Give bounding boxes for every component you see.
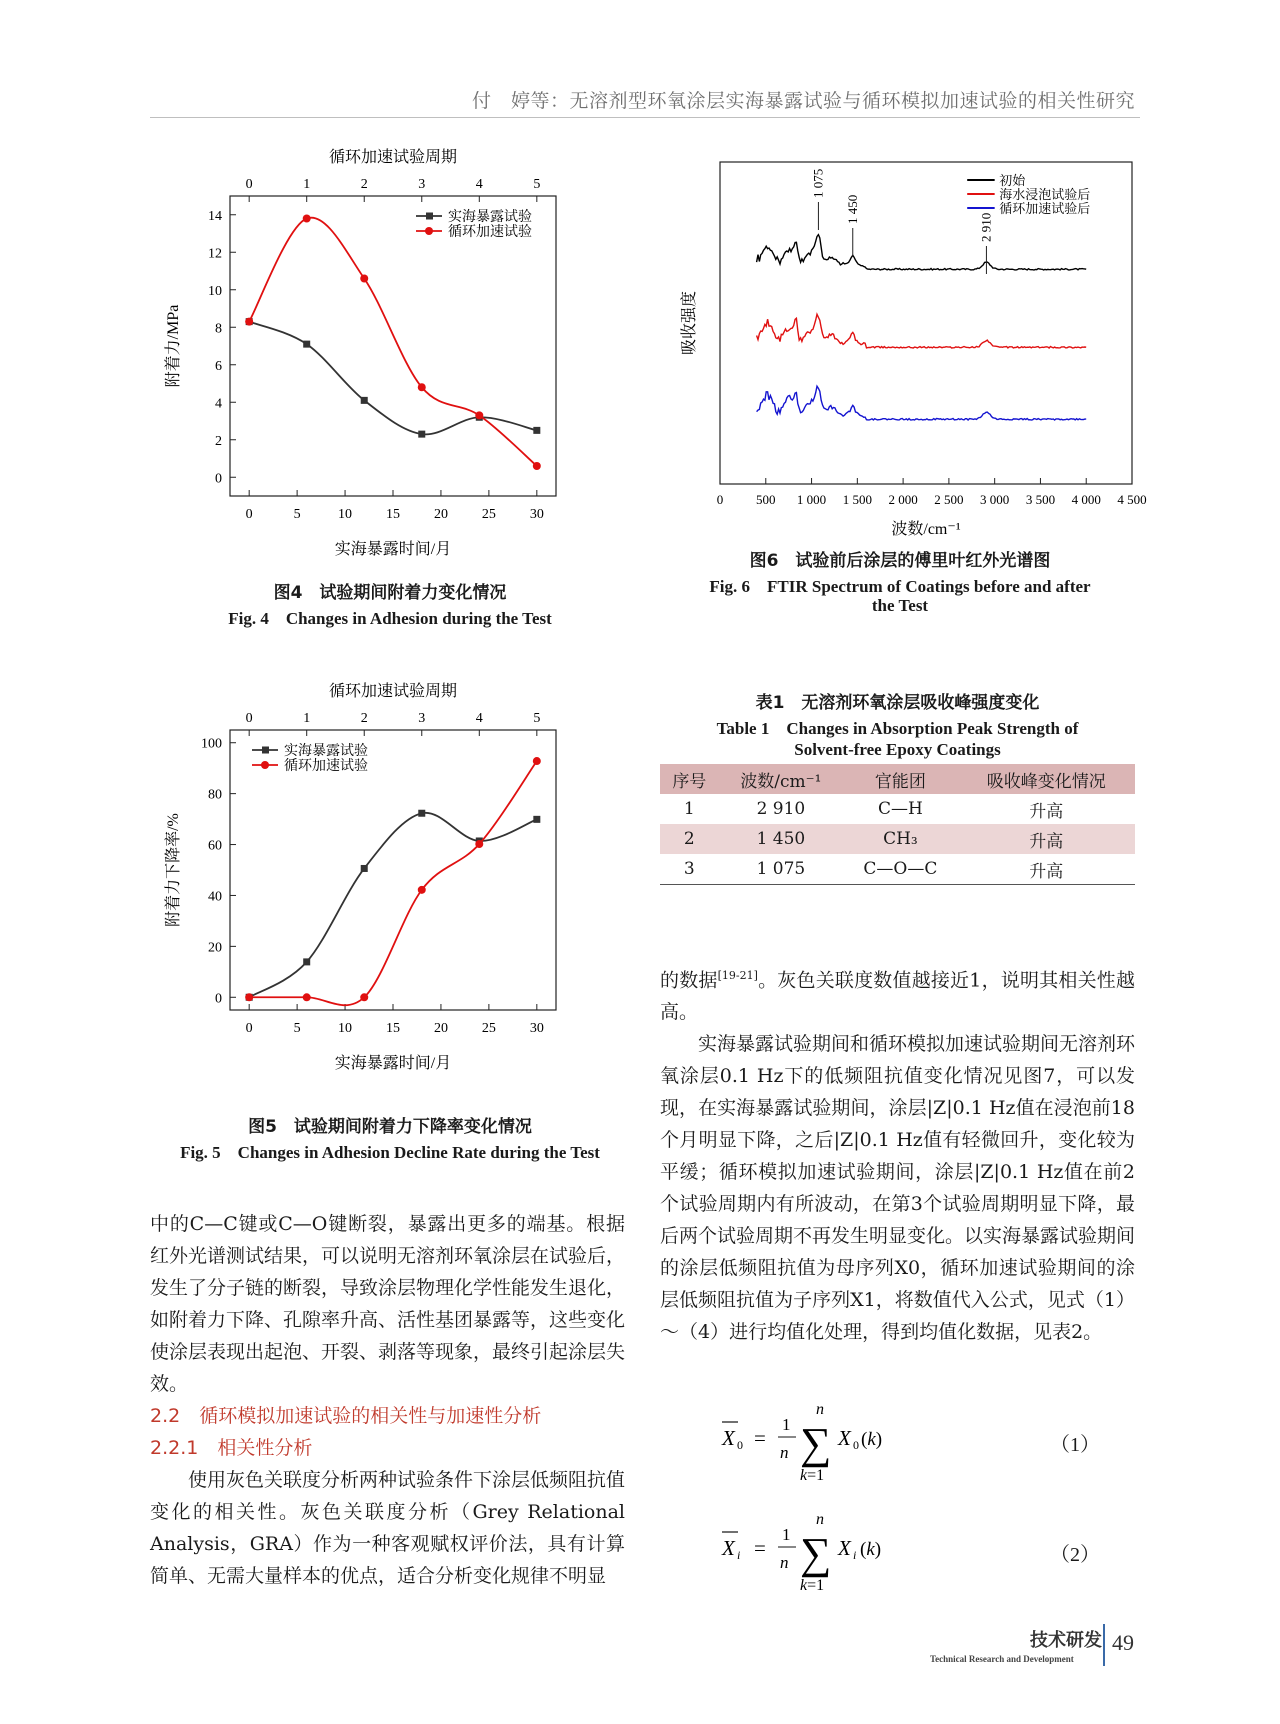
- y-tick-label: 12: [208, 246, 222, 262]
- svg-text:k=1: k=1: [800, 1577, 825, 1594]
- paragraph: 中的C—C键或C—O键断裂，暴露出更多的端基。根据红外光谱测试结果，可以说明无溶剂环氧涂层在试验后，发生了分子链的断裂，导致涂层物理化学性能发生退化，如附着力下降、孔隙率升高、活性基团暴露等，这些变化使涂层表现出起泡、开裂、剥落等现象，最终引起涂层失效。: [150, 1213, 626, 1395]
- peak-label: 1 450: [844, 194, 860, 224]
- fig6-caption-en-2: the Test: [871, 596, 929, 615]
- y-tick-label: 14: [208, 208, 222, 224]
- spectrum-line: [757, 386, 1087, 420]
- x-tick-label: 2 500: [934, 492, 964, 507]
- data-point: [361, 397, 368, 404]
- svg-text:n: n: [816, 1511, 824, 1528]
- x-tick-label: 1 500: [842, 492, 872, 507]
- section-heading-2-2: 2.2 循环模拟加速试验的相关性与加速性分析: [150, 1405, 542, 1427]
- x-tick-label: 15: [386, 507, 400, 522]
- data-point: [245, 318, 253, 326]
- x2-tick-label: 5: [533, 711, 541, 726]
- svg-text:1: 1: [782, 1525, 791, 1544]
- legend-label: 循环加速试验后: [999, 201, 1091, 216]
- svg-text:∑: ∑: [800, 1529, 832, 1578]
- fig4-chart: [150, 148, 630, 588]
- equation-2-number: （2）: [1050, 1544, 1100, 1566]
- data-point: [418, 383, 426, 391]
- x2-tick-label: 5: [533, 177, 541, 192]
- legend-marker: [262, 747, 269, 754]
- spectrum-line: [757, 235, 1087, 270]
- y-tick-label: 4: [215, 396, 222, 412]
- x-tick-label: 25: [481, 507, 496, 522]
- page-number: 49: [1112, 1630, 1134, 1655]
- x2-tick-label: 2: [360, 177, 368, 192]
- x-tick-label: 25: [481, 1021, 496, 1036]
- data-point: [475, 840, 483, 848]
- x-tick-label: 2 000: [888, 492, 918, 507]
- data-point: [533, 757, 541, 765]
- table-cell: 升高: [1029, 801, 1064, 822]
- x-tick-label: 10: [338, 507, 353, 522]
- table-cell: 1: [683, 799, 695, 819]
- spectrum-line: [757, 314, 1087, 348]
- data-point: [418, 810, 425, 817]
- legend-label: 实海暴露试验: [448, 210, 532, 225]
- legend-label: 循环加速试验: [284, 759, 368, 774]
- table1-title-en-2: Solvent-free Epoxy Coatings: [794, 740, 1001, 759]
- data-point: [303, 341, 310, 348]
- y-tick-label: 20: [208, 940, 222, 956]
- data-point: [360, 993, 368, 1001]
- y-tick-label: 80: [208, 787, 222, 803]
- x2-tick-label: 3: [418, 711, 426, 726]
- right-body: [660, 960, 1135, 1348]
- equation-1-number: （1）: [1050, 1434, 1100, 1456]
- x-tick-label: 30: [529, 507, 544, 522]
- data-point: [361, 865, 368, 872]
- table-cell: 升高: [1029, 831, 1064, 852]
- series-line: [249, 813, 537, 997]
- legend-marker: [261, 761, 269, 769]
- x-tick-label: 3 000: [980, 492, 1010, 507]
- y-tick-label: 40: [208, 889, 222, 905]
- y-axis-title: 附着力/MPa: [165, 304, 182, 388]
- fig5-caption-zh: 图5 试验期间附着力下降率变化情况: [248, 1117, 532, 1137]
- series-line: [249, 218, 537, 466]
- legend-marker: [426, 213, 433, 220]
- data-point: [533, 462, 541, 470]
- svg-text:X: X: [722, 1426, 735, 1450]
- x-tick-label: 1 000: [796, 492, 827, 507]
- y-tick-label: 100: [201, 736, 222, 752]
- svg-text:X: X: [722, 1536, 735, 1560]
- y-tick-label: 6: [215, 358, 222, 374]
- x2-tick-label: 4: [475, 177, 483, 192]
- data-point: [418, 886, 426, 894]
- citation-ref: [19-21]: [717, 969, 758, 982]
- x2-tick-label: 0: [245, 711, 253, 726]
- fig4-caption-en: Fig. 4 Changes in Adhesion during the Test: [228, 609, 552, 628]
- header-divider: [150, 117, 1140, 118]
- text-run: 的数据: [660, 969, 718, 992]
- svg-text:∑: ∑: [800, 1419, 832, 1468]
- series-line: [249, 322, 537, 435]
- footer-section-en: Technical Research and Development: [930, 1654, 1074, 1664]
- svg-text:X: X: [838, 1426, 851, 1450]
- data-point: [360, 275, 368, 283]
- paragraph: 使用灰色关联度分析两种试验条件下涂层低频阻抗值变化的相关性。灰色关联度分析（Grey Relational Analysis，GRA）作为一种客观赋权评价法，具有计算简单、无需大量样本的优点，适合分析变化规律不明显: [150, 1469, 626, 1587]
- left-body: [150, 1208, 625, 1592]
- x-tick-label: 30: [529, 1021, 544, 1036]
- x2-tick-label: 1: [303, 177, 311, 192]
- series-line: [249, 761, 537, 1005]
- table-cell: C—O—C: [863, 859, 938, 879]
- data-point: [475, 411, 483, 419]
- table-cell: 1 450: [756, 829, 806, 849]
- x-tick-label: 0: [245, 1021, 253, 1036]
- y-tick-label: 2: [215, 433, 222, 449]
- x-tick-label: 15: [386, 1021, 400, 1036]
- svg-text:(k): (k): [860, 1539, 882, 1560]
- peak-label: 2 910: [978, 212, 994, 242]
- table1-title-zh: 表1 无溶剂环氧涂层吸收峰强度变化: [755, 693, 1040, 713]
- table-row: [660, 854, 1135, 885]
- x-tick-label: 5: [293, 507, 301, 522]
- svg-text:n: n: [780, 1443, 789, 1462]
- svg-text:=: =: [754, 1426, 766, 1450]
- data-point: [303, 215, 311, 223]
- svg-text:i: i: [853, 1548, 857, 1562]
- running-header: 付 婷等：无溶剂型环氧涂层实海暴露试验与循环模拟加速试验的相关性研究: [471, 90, 1135, 112]
- table-cell: C—H: [877, 799, 923, 819]
- x-axis-title: 波数/cm⁻¹: [891, 521, 961, 538]
- data-point: [418, 431, 425, 438]
- x2-tick-label: 1: [303, 711, 311, 726]
- x2-tick-label: 0: [245, 177, 253, 192]
- paragraph: 实海暴露试验期间和循环模拟加速试验期间无溶剂环氧涂层0.1 Hz下的低频阻抗值变化情况见图7，可以发现，在实海暴露试验期间，涂层|Z|0.1 Hz值在浸泡前18个月明显下降，之后|Z|0.1 Hz值有轻微回升，变化较为平缓；循环模拟加速试验期间，涂层|Z|0.1 Hz值在前2个试验周期内有所波动，在第3个试验周期明显下降，最后两个试验周期不再发生明显变化。以实海暴露试验期间的涂层低频阻抗值为母序列X0，循环加速试验期间的涂层低频阻抗值为子序列X1，将数值代入公式，见式（1）～（4）进行均值化处理，得到均值化数据，见表2。: [660, 1033, 1136, 1344]
- footer-section-zh: 技术研发: [1030, 1630, 1102, 1651]
- y-tick-label: 0: [215, 471, 222, 487]
- x2-tick-label: 2: [360, 711, 368, 726]
- table-header-row: [660, 764, 1135, 794]
- svg-text:k=1: k=1: [800, 1467, 825, 1484]
- svg-text:n: n: [780, 1553, 789, 1572]
- x-tick-label: 5: [293, 1021, 301, 1036]
- svg-text:0: 0: [737, 1438, 743, 1452]
- x-axis-title: 实海暴露时间/月: [334, 1055, 452, 1072]
- x2-axis-title: 循环加速试验周期: [328, 149, 458, 166]
- y-tick-label: 8: [215, 321, 222, 337]
- table-row: [660, 794, 1135, 824]
- y-tick-label: 10: [208, 283, 222, 299]
- svg-text:(k): (k): [861, 1429, 883, 1450]
- table-row: [660, 824, 1135, 854]
- x-tick-label: 10: [338, 1021, 353, 1036]
- table-cell: 3: [683, 859, 695, 879]
- legend-label: 循环加速试验: [448, 225, 532, 240]
- svg-text:=: =: [754, 1536, 766, 1560]
- text-run: 。灰色关联度数值越接近1，说明其相关性越高。: [660, 969, 1135, 1024]
- section-heading-2-2-1: 2.2.1 相关性分析: [150, 1437, 313, 1459]
- table-header-cell: 序号: [672, 771, 707, 792]
- data-point: [303, 958, 310, 965]
- x2-tick-label: 4: [475, 711, 483, 726]
- x2-axis-title: 循环加速试验周期: [328, 683, 458, 700]
- legend-label: 海水浸泡试验后: [999, 187, 1091, 202]
- legend-label: 实海暴露试验: [284, 744, 368, 759]
- x2-tick-label: 3: [418, 177, 426, 192]
- x-tick-label: 0: [716, 492, 724, 507]
- x-tick-label: 20: [433, 1021, 448, 1036]
- y-tick-label: 60: [208, 838, 222, 854]
- x-tick-label: 4 000: [1071, 492, 1101, 507]
- svg-text:1: 1: [782, 1415, 791, 1434]
- data-point: [533, 427, 540, 434]
- paragraph: [660, 960, 1135, 1028]
- peak-label: 1 075: [810, 168, 826, 198]
- svg-text:X: X: [838, 1536, 851, 1560]
- data-point: [533, 816, 540, 823]
- x-tick-label: 500: [756, 492, 776, 507]
- x-tick-label: 20: [433, 507, 448, 522]
- data-point: [245, 993, 253, 1001]
- table-cell: 2 910: [756, 799, 806, 819]
- table-cell: 1 075: [756, 859, 806, 879]
- svg-text:i: i: [737, 1548, 741, 1562]
- table-header-cell: 波数/cm⁻¹: [740, 771, 822, 792]
- y-tick-label: 0: [215, 991, 222, 1007]
- legend-label: 初始: [999, 173, 1026, 188]
- fig5-chart: [150, 680, 630, 1110]
- fig6-chart: [660, 152, 1147, 542]
- table-cell: 2: [683, 829, 695, 849]
- fig6-caption-zh: 图6 试验前后涂层的傅里叶红外光谱图: [749, 551, 1051, 571]
- svg-text:0: 0: [853, 1438, 859, 1452]
- table1: [660, 764, 1135, 885]
- footer-divider: [1103, 1624, 1105, 1666]
- x-axis-title: 实海暴露时间/月: [334, 541, 452, 558]
- legend-marker: [425, 227, 433, 235]
- fig4-caption-zh: 图4 试验期间附着力变化情况: [273, 583, 507, 603]
- table1-title-en-1: Table 1 Changes in Absorption Peak Strength of: [716, 719, 1079, 738]
- svg-text:n: n: [816, 1401, 824, 1418]
- x-tick-label: 0: [245, 507, 253, 522]
- fig5-caption-en: Fig. 5 Changes in Adhesion Decline Rate during the Test: [180, 1143, 600, 1162]
- plot-frame: [230, 730, 556, 1010]
- table-cell: CH₃: [883, 829, 918, 849]
- fig6-caption-en-1: Fig. 6 FTIR Spectrum of Coatings before and after: [709, 577, 1091, 596]
- plot-frame: [230, 196, 556, 496]
- table-cell: 升高: [1029, 861, 1064, 882]
- table-header-cell: 吸收峰变化情况: [986, 771, 1106, 792]
- x-tick-label: 4 500: [1117, 492, 1147, 507]
- y-axis-title: 附着力下降率/%: [165, 813, 182, 927]
- data-point: [303, 993, 311, 1001]
- y-axis-title: 吸收强度: [681, 290, 698, 356]
- x-tick-label: 3 500: [1025, 492, 1056, 507]
- table-header-cell: 官能团: [874, 771, 926, 792]
